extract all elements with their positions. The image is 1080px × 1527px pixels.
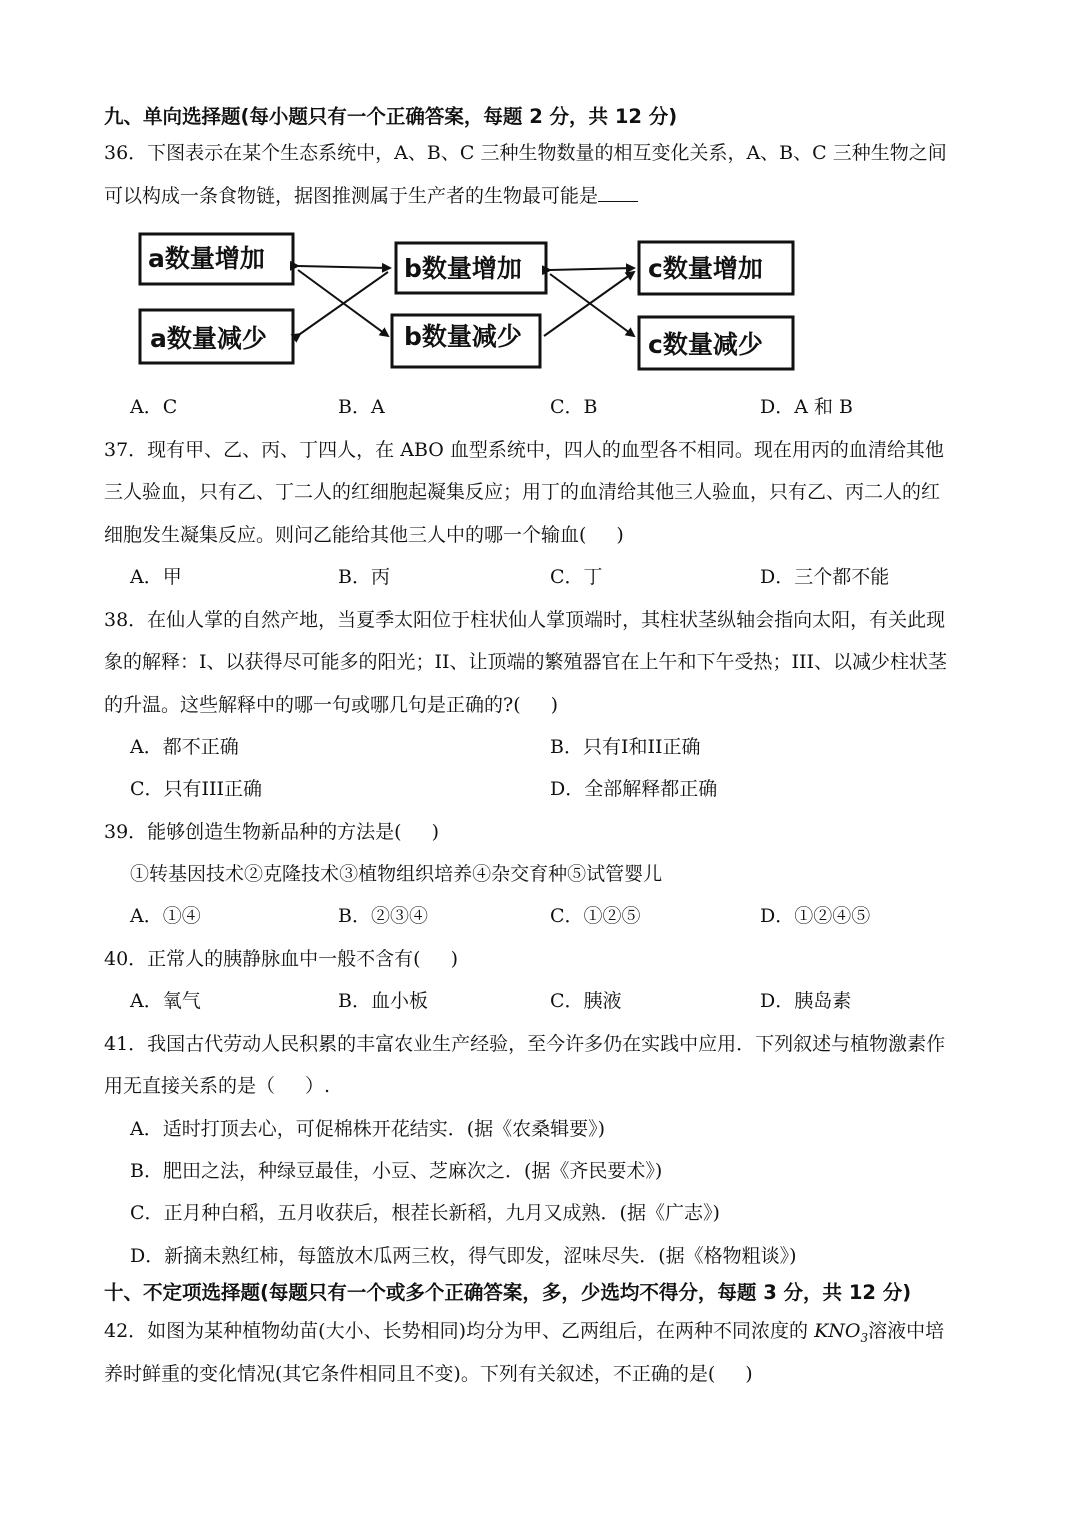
q37-option-b: B．丙 <box>338 566 390 588</box>
q42-line-2-end: ) <box>745 1363 753 1385</box>
q39-item-2-number: ② <box>244 863 264 885</box>
q39-item-4: 杂交育种 <box>491 863 568 885</box>
q41-line-2-end: ）. <box>305 1075 331 1097</box>
q38-line-1: 38．在仙人掌的自然产地，当夏季太阳位于柱状仙人掌顶端时，其柱状茎纵轴会指向太阳，有关此现 <box>104 609 946 631</box>
q38-option-c: C．只有III正确 <box>130 778 263 800</box>
q37-option-a: A．甲 <box>130 566 182 588</box>
q40-option-d: D．胰岛素 <box>760 990 852 1012</box>
q38-line-3-end: ) <box>550 694 559 716</box>
q36-line-2-text: 可以构成一条食物链，据图推测属于生产者的生物最可能是 <box>104 185 599 207</box>
q39-line-1 <box>104 819 439 845</box>
q40-option-a: A．氧气 <box>130 990 201 1012</box>
label-c-down: c数量减少 <box>648 330 763 359</box>
q39-item-3: 植物组织培养 <box>358 863 473 885</box>
q41-option-b: B．肥田之法，种绿豆最佳，小豆、芝麻次之．(据《齐民要术》) <box>130 1160 663 1182</box>
q37-line-2: 三人验血，只有乙、丁二人的红细胞起凝集反应；用丁的血清给其他三人验血，只有乙、丙二人的红 <box>104 481 941 503</box>
q39-item-4-number: ④ <box>472 863 492 885</box>
q39-option-b: B．②③④ <box>338 905 428 927</box>
q41-option-d: D．新摘未熟红柿，每篮放木瓜两三枚，得气即发，涩味尽失．(据《格物粗谈》) <box>130 1245 797 1267</box>
label-b-up: b数量增加 <box>404 254 522 283</box>
q38-option-b: B．只有I和II正确 <box>550 736 701 758</box>
q38-line-3-text: 的升温。这些解释中的哪一句或哪几句是正确的?( <box>104 694 521 716</box>
q39-line-1-text: 39．能够创造生物新品种的方法是( <box>104 821 402 843</box>
label-c-up: c数量增加 <box>648 254 763 283</box>
section-9-heading: 九、单向选择题(每小题只有一个正确答案，每题 2 分，共 12 分) <box>104 105 678 128</box>
q39-option-a: A．①④ <box>130 905 201 927</box>
arrow-b-up-to-c-down <box>550 274 634 336</box>
q41-line-2-text: 用无直接关系的是（ <box>104 1075 276 1097</box>
q42-line-1-text-b: 溶液中培 <box>868 1320 945 1342</box>
food-chain-diagram <box>130 226 810 376</box>
arrow-b-up-to-c-up <box>550 268 634 270</box>
q38-line-2: 象的解释：I、以获得尽可能多的阳光；II、让顶端的繁殖器官在上午和下午受热；III、以减少柱状茎 <box>104 651 948 673</box>
section-10-heading: 十、不定项选择题(每题只有一个或多个正确答案，多，少选均不得分，每题 3 分，共 12 分) <box>104 1281 912 1304</box>
q36-option-b: B．A <box>338 396 385 418</box>
q36-option-d: D．A 和 B <box>760 396 853 418</box>
q38-line-3 <box>104 692 558 718</box>
q37-line-1: 37．现有甲、乙、丙、丁四人，在 ABO 血型系统中，四人的血型各不相同。现在用丙的血清给其他 <box>104 439 944 461</box>
q37-line-3-end: ) <box>616 524 624 546</box>
label-a-up: a数量增加 <box>148 244 265 273</box>
q36-option-a: A．C <box>130 396 178 418</box>
q37-line-3 <box>104 522 624 548</box>
q39-item-3-number: ③ <box>339 863 359 885</box>
q39-item-5: 试管婴儿 <box>586 863 663 885</box>
q39-item-5-number: ⑤ <box>567 863 587 885</box>
q40-line-1-text: 40．正常人的胰静脉血中一般不含有( <box>104 948 421 970</box>
q41-line-2 <box>104 1073 330 1099</box>
q39-item-list <box>130 861 662 887</box>
q42-line-2-text: 养时鲜重的变化情况(其它条件相同且不变)。下列有关叙述，不正确的是( <box>104 1363 716 1385</box>
q42-formula-main: KNO <box>814 1320 861 1342</box>
q39-line-1-end: ) <box>431 821 440 843</box>
q36-line-1: 36．下图表示在某个生态系统中，A、B、C 三种生物数量的相互变化关系，A、B、C 三种生物之间 <box>104 142 947 164</box>
q42-line-2 <box>104 1361 753 1387</box>
q42-line-1-text-a: 42．如图为某种植物幼苗(大小、长势相同)均分为甲、乙两组后，在两种不同浓度的 <box>104 1320 809 1342</box>
q40-option-b: B．血小板 <box>338 990 428 1012</box>
q39-option-c: C．①②⑤ <box>550 905 641 927</box>
q40-line-1 <box>104 946 458 972</box>
q39-item-2: 克隆技术 <box>263 863 340 885</box>
q37-option-c: C．丁 <box>550 566 603 588</box>
q38-option-d: D．全部解释都正确 <box>550 778 718 800</box>
label-b-down: b数量减少 <box>404 322 522 351</box>
arrow-a-up-to-b-up <box>298 266 390 268</box>
q39-option-d: D．①②④⑤ <box>760 905 871 927</box>
q41-option-c: C．正月种白稻，五月收获后，根茬长新稻，九月又成熟．(据《广志》) <box>130 1202 720 1224</box>
q39-item-1: 转基因技术 <box>149 863 245 885</box>
q42-line-1 <box>104 1318 944 1351</box>
q39-item-1-number: ① <box>130 863 150 885</box>
q42-formula-sub: 3 <box>860 1330 869 1345</box>
q40-line-1-end: ) <box>450 948 459 970</box>
q41-option-a: A．适时打顶去心，可促棉株开花结实．(据《农桑辑要》) <box>130 1118 606 1140</box>
q36-line-2 <box>104 183 638 209</box>
q41-line-1: 41．我国古代劳动人民积累的丰富农业生产经验，至今许多仍在实践中应用．下列叙述与植物激素作 <box>104 1033 946 1055</box>
label-a-down: a数量减少 <box>150 324 267 353</box>
q37-option-d: D．三个都不能 <box>760 566 890 588</box>
q36-option-c: C．B <box>550 396 598 418</box>
q37-line-3-text: 细胞发生凝集反应。则问乙能给其他三人中的哪一个输血( <box>104 524 587 546</box>
q42-formula <box>814 1320 869 1345</box>
q40-option-c: C．胰液 <box>550 990 622 1012</box>
answer-blank <box>598 183 638 202</box>
q38-option-a: A．都不正确 <box>130 736 239 758</box>
